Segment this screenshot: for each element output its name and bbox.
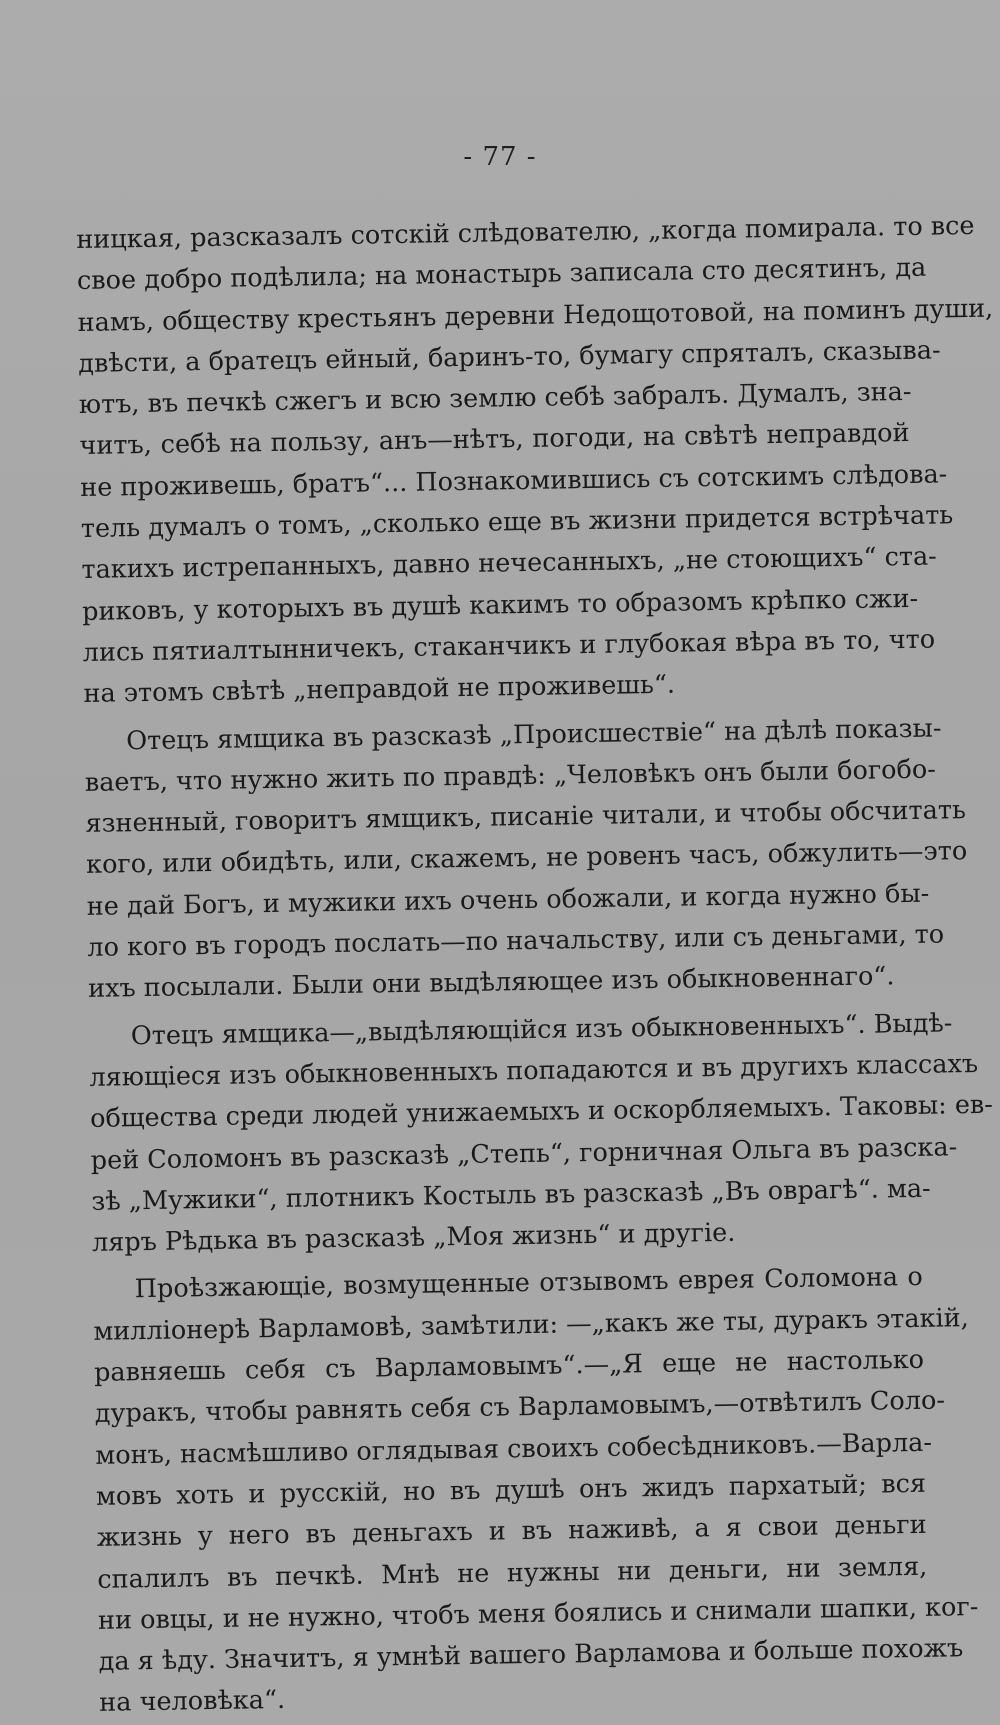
paragraph — [89, 1004, 994, 1265]
text-line: рей Соломонъ въ разсказѣ „Степь“, горничная Ольга въ разска- — [90, 1131, 958, 1176]
text-line: равняешь себя съ Варламовымъ“.—„Я еще не настолько — [93, 1344, 925, 1388]
text-line: кого, или обидѣть, или, скажемъ, не ровенъ часъ, обжулить—это — [85, 836, 968, 881]
text-line: на человѣка“. — [99, 1685, 286, 1719]
text-line: общества среди людей унижаемыхъ и оскорбляемыхъ. Таковы: ев- — [89, 1089, 994, 1135]
text-line: ло кого въ городъ послать—по начальству, или съ деньгами, то — [87, 919, 945, 963]
text-line: монъ, насмѣшливо оглядывая своихъ собесѣдниковъ.—Варла- — [95, 1427, 933, 1471]
text-line: спалилъ въ печкѣ. Мнѣ не нужны ни деньги, ни земля, — [97, 1551, 928, 1595]
text-line: милліонерѣ Варламовѣ, замѣтили: —„какъ же ты, дуракъ этакій, — [93, 1302, 970, 1347]
page-number: - 77 - — [463, 142, 537, 172]
text-line: ляющіеся изъ обыкновенныхъ попадаются и въ другихъ классахъ — [89, 1048, 979, 1093]
text-line: да я ѣду. Значитъ, я умнѣй вашего Варламова и больше похожъ — [98, 1633, 964, 1677]
text-line: такихъ истрепанныхъ, давно нечесанныхъ, „не стоющихъ“ ста- — [81, 541, 938, 586]
text-line: свое добро подѣлила; на монастырь записала сто десятинъ, да — [76, 252, 927, 297]
text-line: ихъ посылали. Были они выдѣляющее изъ обыкновеннаго“. — [87, 961, 895, 1005]
body-text — [76, 207, 994, 1725]
text-line: ни овцы, и не нужно, чтобъ меня боялись и снимали шапки, ког- — [97, 1591, 979, 1636]
text-line: мовъ хоть и русскій, но въ душѣ онъ жидъ пархатый; вся — [95, 1468, 927, 1512]
text-line: не проживешь, братъ“... Познакомившись съ сотскимъ слѣдова- — [79, 459, 948, 503]
text-line: двѣсти, а братецъ ейный, баринъ-то, бумагу спряталъ, сказыва- — [78, 335, 941, 379]
text-line: ницкая, разсказалъ сотскій слѣдователю, „когда помирала. то все — [76, 210, 975, 255]
text-line: лись пятиалтынничекъ, стаканчикъ и глубокая вѣра въ то, что — [82, 624, 936, 668]
text-line: язненный, говоритъ ямщикъ, писаніе читали, и чтобы обсчитать — [85, 795, 967, 840]
text-line: намъ, обществу крестьянъ деревни Недощотовой, на поминъ души, — [77, 293, 994, 338]
text-line: риковъ, у которыхъ въ душѣ какимъ то образомъ крѣпко сжи- — [81, 583, 919, 627]
text-line: читъ, себѣ на пользу, анъ—нѣтъ, погоди, на свѣтѣ неправдой — [79, 418, 910, 462]
text-line: тель думалъ о томъ, „сколько еще въ жизни придется встрѣчать — [80, 500, 954, 545]
text-line: не дай Богъ, и мужики ихъ очень обожали, и когда нужно бы- — [86, 878, 930, 922]
text-line: Проѣзжающіе, возмущенные отзывомъ еврея Соломона о — [134, 1262, 923, 1305]
text-line: Отецъ ямщика въ разсказѣ „Происшествіе“ на дѣлѣ показы- — [125, 713, 942, 756]
paragraph — [92, 1257, 979, 1724]
paragraph — [84, 708, 968, 1010]
text-line: на этомъ свѣтѣ „неправдой не проживешь“. — [83, 669, 676, 710]
text-line: жизнь у него въ деньгахъ и въ наживѣ, а я свои деньги — [96, 1510, 927, 1554]
text-line: Отецъ ямщика—„выдѣляющійся изъ обыкновенныхъ“. Выдѣ- — [130, 1007, 953, 1051]
text-line: дуракъ, чтобы равнять себя съ Варламовымъ,—отвѣтилъ Соло- — [94, 1385, 946, 1430]
text-line: ляръ Рѣдька въ разсказѣ „Моя жизнь“ и другіе. — [91, 1217, 736, 1258]
paragraph — [76, 207, 994, 716]
text-line: ваетъ, что нужно жить по правдѣ: „Человѣкъ онъ были богобо- — [84, 754, 937, 798]
text-line: зѣ „Мужики“, плотникъ Костыль въ разсказѣ „Въ оврагѣ“. ма- — [91, 1173, 931, 1217]
text-line: ютъ, въ печкѣ сжегъ и всю землю себѣ забралъ. Думалъ, зна- — [78, 377, 912, 421]
